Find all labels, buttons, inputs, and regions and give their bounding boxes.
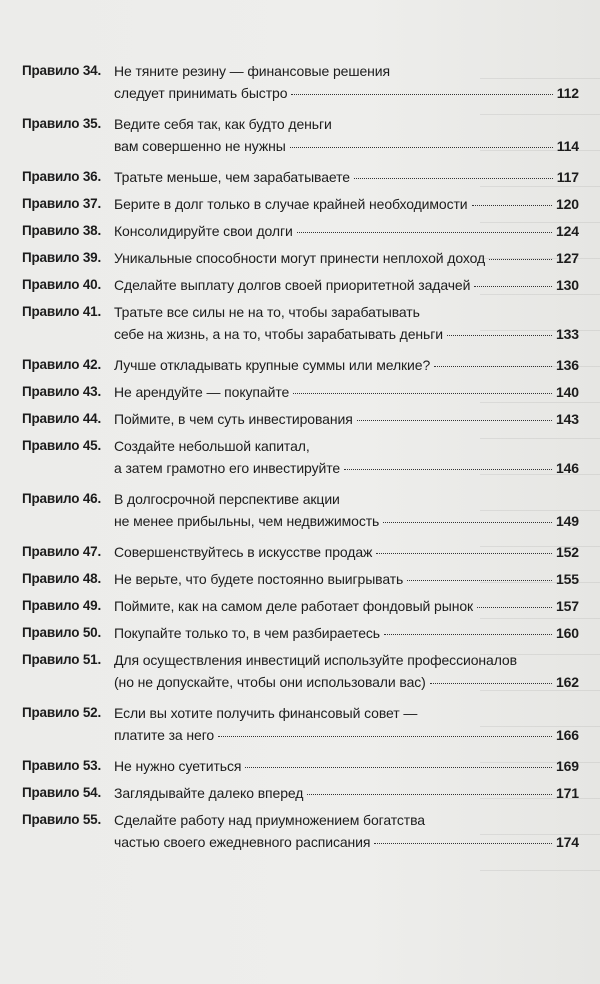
dot-leader [357, 420, 552, 421]
rule-label: Правило 41. [22, 304, 102, 319]
title-text: Для осуществления инвестиций используйте профессионалов [114, 652, 517, 668]
title-line [114, 381, 579, 403]
dot-leader [407, 580, 552, 581]
page-number: 127 [555, 250, 579, 266]
rule-label: Правило 38. [22, 223, 102, 238]
title-line [114, 755, 579, 777]
page-number: 136 [555, 357, 579, 373]
title-line [114, 809, 579, 831]
title-text: Не верьте, что будете постоянно выигрывать [114, 571, 404, 587]
rule-label: Правило 54. [22, 785, 102, 800]
dot-leader [354, 178, 553, 179]
title-line [114, 60, 579, 82]
title-line [114, 435, 579, 457]
rule-title [114, 541, 579, 563]
rule-title [114, 568, 579, 590]
rule-label: Правило 39. [22, 250, 102, 265]
title-line [114, 595, 579, 617]
title-line [114, 113, 579, 135]
rule-title [114, 166, 579, 188]
title-text: вам совершенно не нужны [114, 138, 286, 154]
title-line [114, 702, 579, 724]
rule-label: Правило 35. [22, 116, 102, 131]
title-text: Заглядывайте далеко вперед [114, 785, 304, 801]
page-number: 169 [555, 758, 579, 774]
dot-leader [434, 366, 552, 367]
page-number: 112 [556, 85, 579, 101]
page-number: 140 [555, 384, 579, 400]
rule-label: Правило 44. [22, 411, 102, 426]
rule-label: Правило 53. [22, 758, 102, 773]
title-line [114, 782, 579, 804]
rule-title [114, 60, 579, 104]
page-number: 174 [555, 834, 579, 850]
rule-label: Правило 46. [22, 491, 102, 506]
rule-label: Правило 34. [22, 63, 102, 78]
title-text: Тратьте меньше, чем зарабатываете [114, 169, 350, 185]
rule-title [114, 301, 579, 345]
title-line [114, 323, 579, 345]
title-text: Сделайте работу над приумножением богатства [114, 812, 425, 828]
page-number: 152 [555, 544, 579, 560]
title-line [114, 193, 579, 215]
rule-title [114, 113, 579, 157]
title-line [114, 510, 579, 532]
title-text: Не арендуйте — покупайте [114, 384, 290, 400]
page-number: 162 [555, 674, 579, 690]
title-text: Уникальные способности могут принести неплохой доход [114, 250, 486, 266]
title-line [114, 724, 579, 746]
rule-label: Правило 45. [22, 438, 102, 453]
page-number: 133 [555, 326, 579, 342]
page-number: 155 [555, 571, 579, 587]
title-line [114, 831, 579, 853]
dot-leader [344, 469, 552, 470]
title-text: Создайте небольшой капитал, [114, 438, 310, 454]
page-number: 157 [555, 598, 579, 614]
rule-label: Правило 47. [22, 544, 102, 559]
page-number: 146 [555, 460, 579, 476]
page-number: 160 [555, 625, 579, 641]
dot-leader [384, 634, 552, 635]
rule-label: Правило 55. [22, 812, 102, 827]
title-text: не менее прибыльны, чем недвижимость [114, 513, 380, 529]
title-line [114, 488, 579, 510]
rule-label: Правило 49. [22, 598, 102, 613]
rule-label: Правило 40. [22, 277, 102, 292]
rule-title [114, 595, 579, 617]
title-text: Не нужно суетиться [114, 758, 242, 774]
title-text: В долгосрочной перспективе акции [114, 491, 340, 507]
title-line [114, 301, 579, 323]
dot-leader [474, 286, 552, 287]
page-number: 149 [555, 513, 579, 529]
title-text: Поймите, как на самом деле работает фондовый рынок [114, 598, 474, 614]
page-number: 166 [555, 727, 579, 743]
title-line [114, 135, 579, 157]
dot-leader [383, 522, 552, 523]
dot-leader [477, 607, 552, 608]
title-line [114, 457, 579, 479]
title-text: (но не допускайте, чтобы они использовали вас) [114, 674, 426, 690]
dot-leader [430, 683, 552, 684]
dot-leader [297, 232, 552, 233]
dot-leader [245, 767, 552, 768]
dot-leader [472, 205, 552, 206]
title-text: Поймите, в чем суть инвестирования [114, 411, 353, 427]
title-text: платите за него [114, 727, 215, 743]
rule-title [114, 782, 579, 804]
rule-title [114, 220, 579, 242]
title-text: Ведите себя так, как будто деньги [114, 116, 332, 132]
page-number: 130 [555, 277, 579, 293]
title-text: Не тяните резину — финансовые решения [114, 63, 391, 79]
title-line [114, 220, 579, 242]
rule-title [114, 488, 579, 532]
rule-title [114, 622, 579, 644]
title-line [114, 408, 579, 430]
page-number: 143 [555, 411, 579, 427]
rule-title [114, 435, 579, 479]
dot-leader [376, 553, 552, 554]
rule-title [114, 809, 579, 853]
title-line [114, 541, 579, 563]
rule-label: Правило 43. [22, 384, 102, 399]
rule-title [114, 193, 579, 215]
rule-title [114, 649, 579, 693]
dot-leader [374, 843, 552, 844]
page-number: 120 [555, 196, 579, 212]
rule-title [114, 247, 579, 269]
title-text: Лучше откладывать крупные суммы или мелкие? [114, 357, 431, 373]
title-line [114, 274, 579, 296]
title-line [114, 82, 579, 104]
rule-title [114, 408, 579, 430]
title-line [114, 649, 579, 671]
title-line [114, 622, 579, 644]
dot-leader [307, 794, 552, 795]
dot-leader [489, 259, 552, 260]
rule-label: Правило 37. [22, 196, 102, 211]
title-text: Покупайте только то, в чем разбираетесь [114, 625, 380, 641]
title-line [114, 568, 579, 590]
rule-label: Правило 50. [22, 625, 102, 640]
title-line [114, 247, 579, 269]
title-text: Совершенствуйтесь в искусстве продаж [114, 544, 373, 560]
rule-label: Правило 48. [22, 571, 102, 586]
rule-label: Правило 36. [22, 169, 102, 184]
title-line [114, 166, 579, 188]
title-text: Берите в долг только в случае крайней необходимости [114, 196, 468, 212]
rule-title [114, 381, 579, 403]
page-number: 124 [555, 223, 579, 239]
rule-title [114, 354, 579, 376]
rule-label: Правило 42. [22, 357, 102, 372]
rule-label: Правило 52. [22, 705, 102, 720]
page-number: 117 [556, 169, 579, 185]
title-text: Если вы хотите получить финансовый совет — [114, 705, 418, 721]
title-text: Тратьте все силы не на то, чтобы зарабатывать [114, 304, 420, 320]
dot-leader [290, 147, 553, 148]
title-text: а затем грамотно его инвестируйте [114, 460, 341, 476]
dot-leader [291, 94, 552, 95]
rule-title [114, 702, 579, 746]
title-text: Сделайте выплату долгов своей приоритетной задачей [114, 277, 471, 293]
dot-leader [218, 736, 552, 737]
title-text: следует принимать быстро [114, 85, 288, 101]
title-text: Консолидируйте свои долги [114, 223, 293, 239]
page-number: 114 [556, 138, 579, 154]
page-number: 171 [555, 785, 579, 801]
title-line [114, 354, 579, 376]
title-text: себе на жизнь, а на то, чтобы зарабатывать деньги [114, 326, 443, 342]
rule-title [114, 755, 579, 777]
title-text: частью своего ежедневного расписания [114, 834, 371, 850]
rule-title [114, 274, 579, 296]
dot-leader [447, 335, 552, 336]
rule-label: Правило 51. [22, 652, 102, 667]
title-line [114, 671, 579, 693]
dot-leader [293, 393, 552, 394]
